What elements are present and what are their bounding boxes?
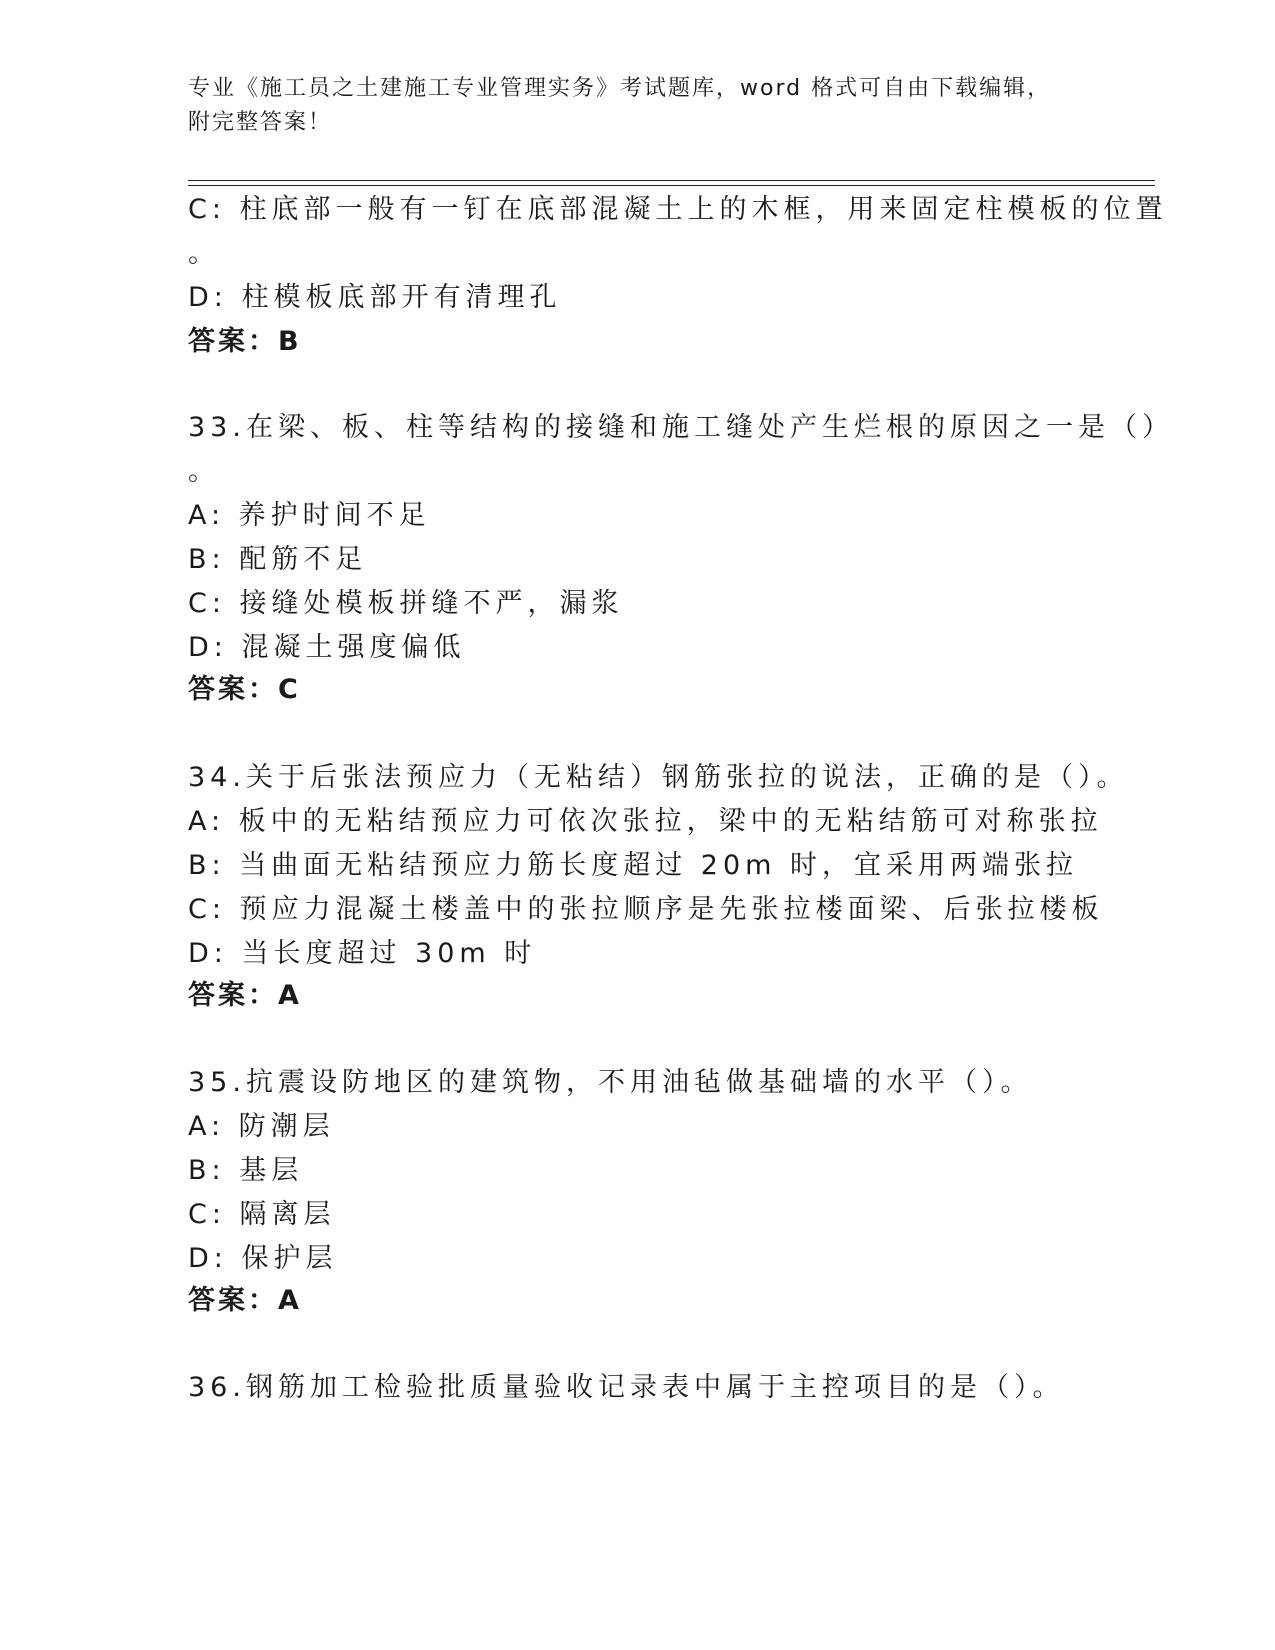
option-c: C: 接缝处模板拼缝不严，漏浆 (188, 588, 624, 619)
option-d: D: 保护层 (188, 1243, 338, 1274)
option-c: C: 预应力混凝土楼盖中的张拉顺序是先张拉楼面梁、后张拉楼板 (188, 894, 1104, 925)
question-stem-tail: 。 (188, 456, 220, 487)
header-divider-top (188, 180, 1155, 181)
question-stem: 34.关于后张法预应力（无粘结）钢筋张拉的说法，正确的是（）。 (188, 762, 1129, 793)
option-d: D: 柱模板底部开有清理孔 (188, 282, 562, 313)
option-b: B: 基层 (188, 1155, 304, 1186)
answer-line: 答案：A (188, 1285, 302, 1316)
question-stem: 33.在梁、板、柱等结构的接缝和施工缝处产生烂根的原因之一是（） (188, 412, 1174, 443)
header-line-2: 附完整答案！ (188, 110, 333, 135)
option-d: D: 当长度超过 30m 时 (188, 938, 537, 969)
option-b: B: 配筋不足 (188, 544, 368, 575)
header-line-1: 专业《施工员之土建施工专业管理实务》考试题库，word 格式可自由下载编辑， (188, 76, 1052, 101)
answer-line: 答案：A (188, 980, 302, 1011)
header-divider-bottom (188, 185, 1155, 186)
option-c-tail: 。 (188, 238, 220, 269)
option-d: D: 混凝土强度偏低 (188, 632, 466, 663)
answer-line: 答案：B (188, 326, 302, 357)
option-a: A: 板中的无粘结预应力可依次张拉，梁中的无粘结筋可对称张拉 (188, 806, 1103, 837)
option-c: C: 隔离层 (188, 1199, 336, 1230)
option-b: B: 当曲面无粘结预应力筋长度超过 20m 时，宜采用两端张拉 (188, 850, 1079, 881)
question-stem: 36.钢筋加工检验批质量验收记录表中属于主控项目的是（）。 (188, 1372, 1065, 1403)
document-header (188, 72, 1068, 140)
option-a: A: 防潮层 (188, 1111, 335, 1142)
option-a: A: 养护时间不足 (188, 500, 431, 531)
answer-line: 答案：C (188, 674, 301, 705)
question-stem: 35.抗震设防地区的建筑物，不用油毡做基础墙的水平（）。 (188, 1067, 1033, 1098)
option-c: C: 柱底部一般有一钉在底部混凝土上的木框，用来固定柱模板的位置 (188, 194, 1168, 225)
